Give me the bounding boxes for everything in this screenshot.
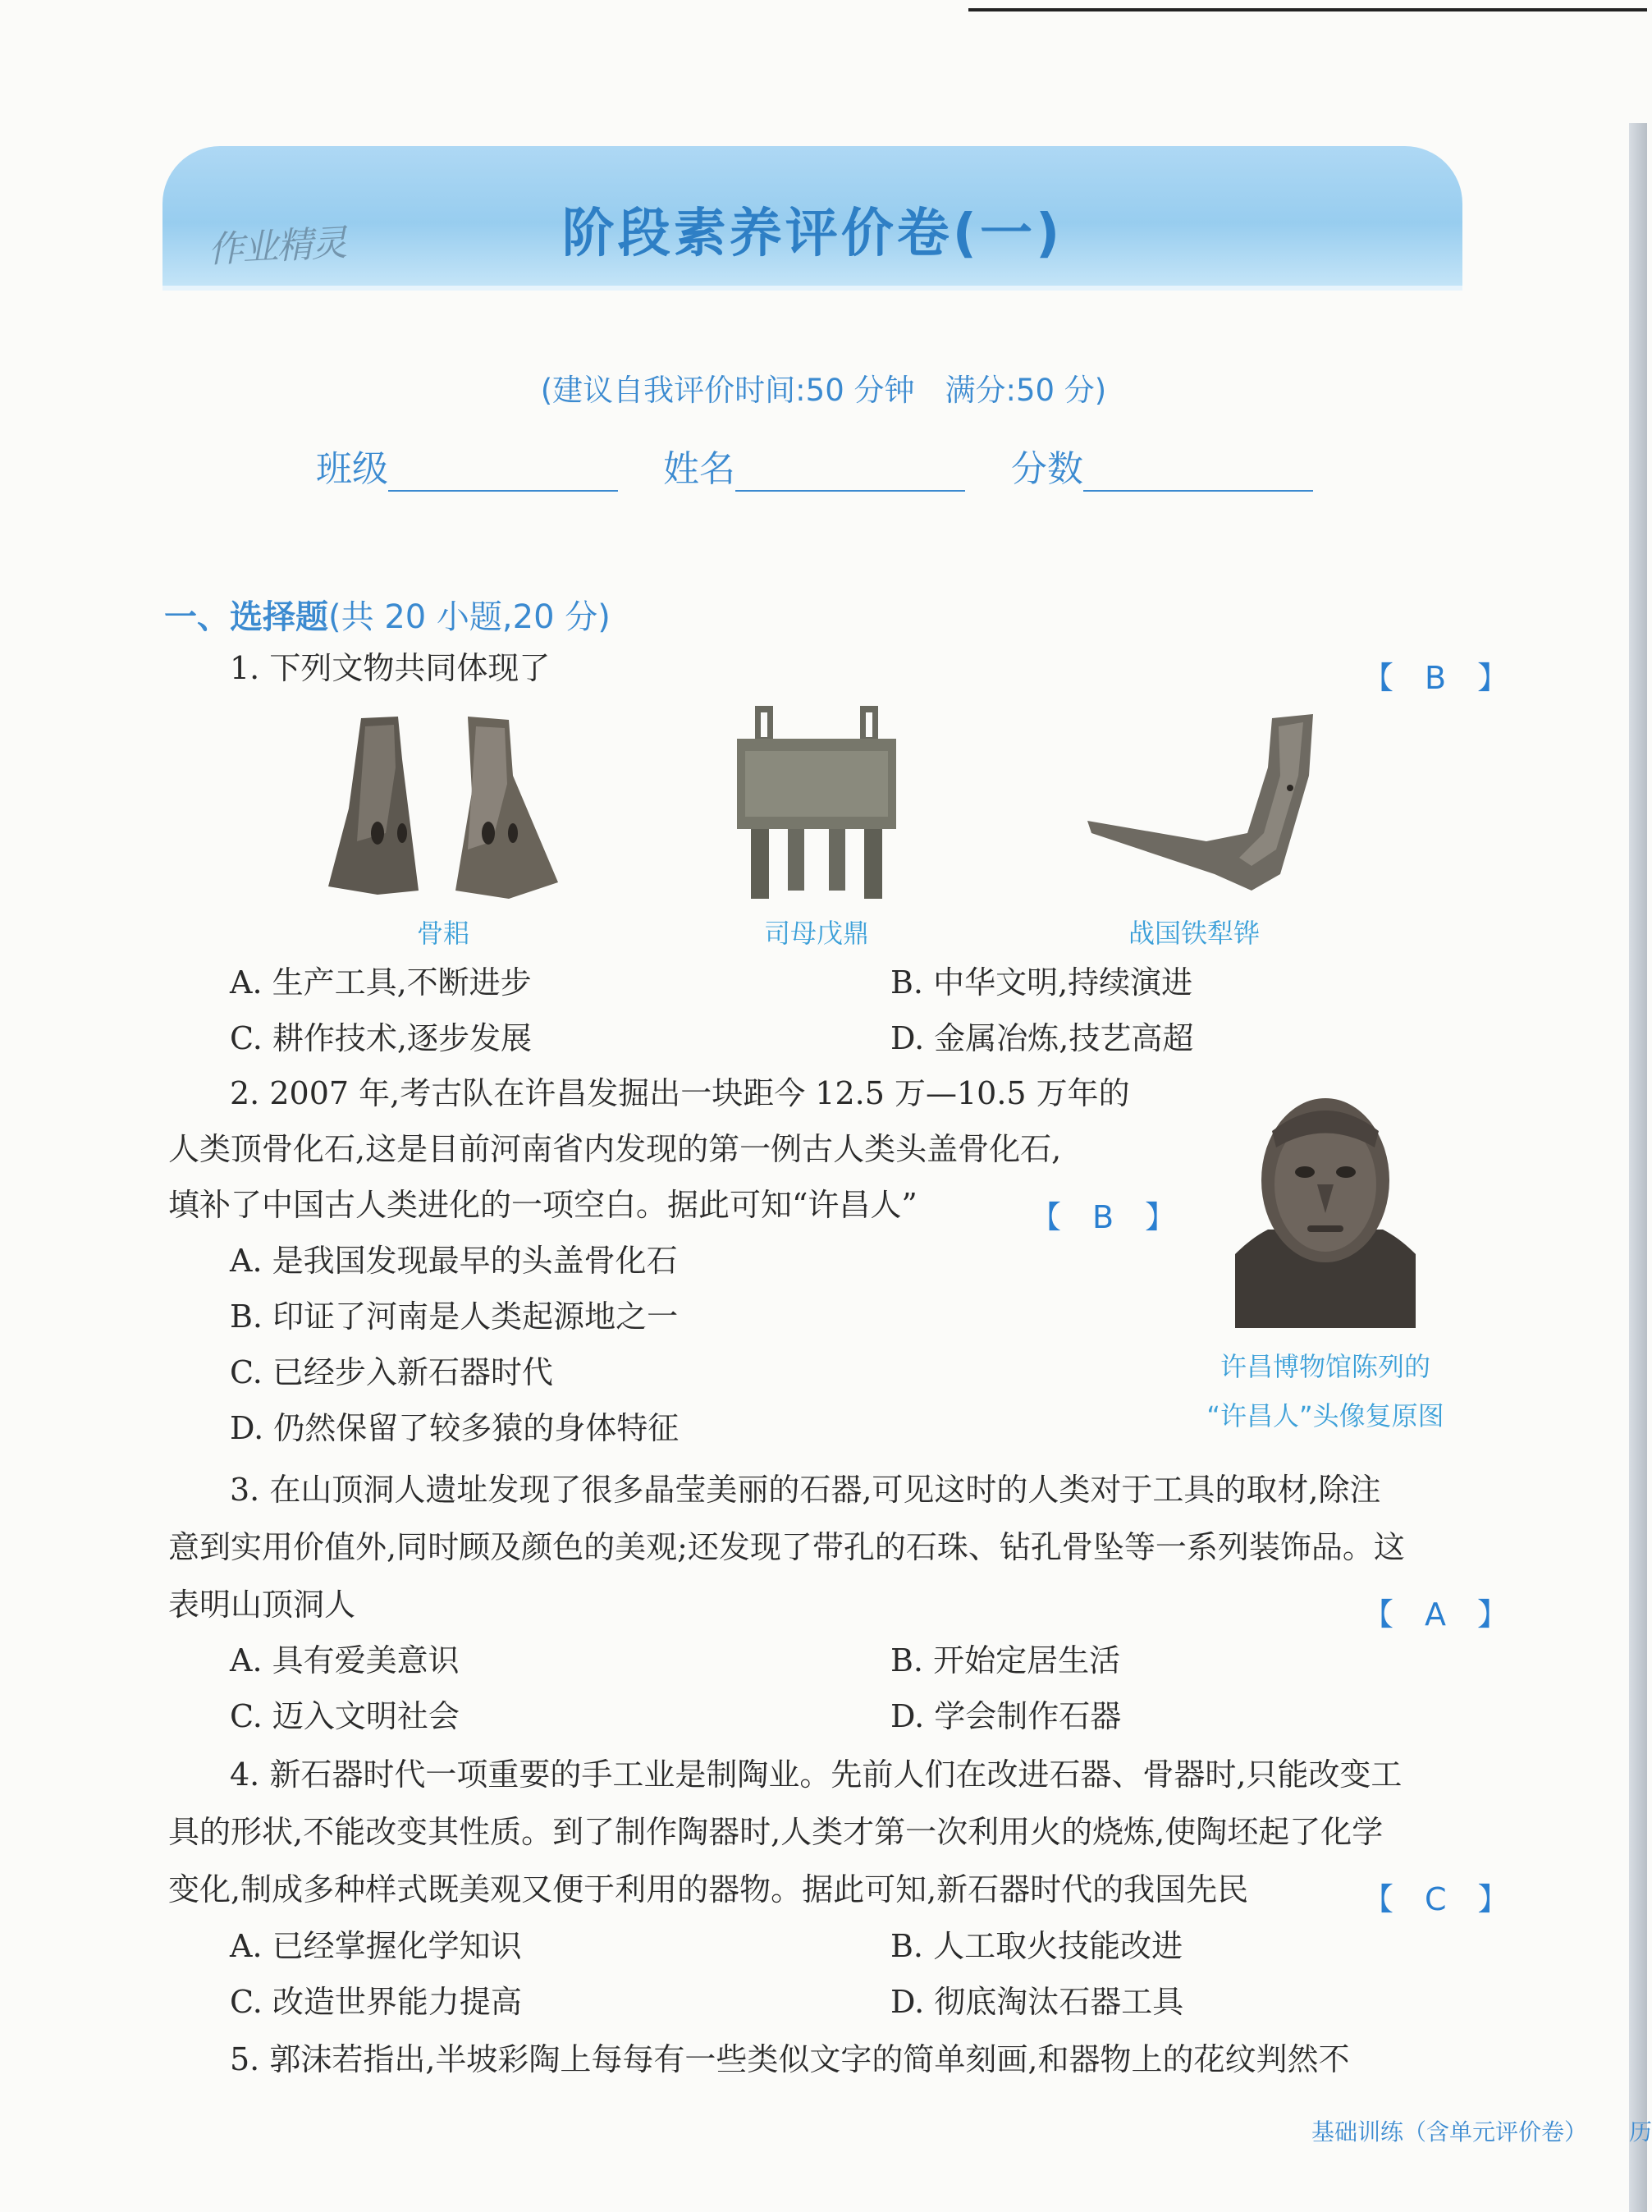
q3-option-d[interactable]: D. 学会制作石器 [890, 1698, 1122, 1734]
q1-stem: 1. 下列文物共同体现了 [230, 650, 551, 686]
q2-stem-line1: 2. 2007 年,考古队在许昌发掘出一块距今 12.5 万—10.5 万年的 [230, 1075, 1130, 1111]
q4-stem-line2: 具的形状,不能改变其性质。到了制作陶器时,人类才第一次利用火的烧炼,使陶坯起了化学 [168, 1814, 1384, 1850]
q4-option-a[interactable]: A. 已经掌握化学知识 [230, 1928, 522, 1964]
field-class-blank[interactable] [388, 454, 618, 492]
simuwu-ding-image [722, 706, 911, 903]
field-class-label: 班级 [316, 448, 388, 490]
field-name-blank[interactable] [735, 454, 965, 492]
q3-stem-line3: 表明山顶洞人 [168, 1587, 356, 1623]
q2-stem-line2: 人类顶骨化石,这是目前河南省内发现的第一例古人类头盖骨化石, [168, 1131, 1062, 1167]
q1-option-d[interactable]: D. 金属冶炼,技艺高超 [890, 1020, 1194, 1056]
q2-answer: 【 B 】 [1030, 1199, 1177, 1235]
field-score[interactable] [1011, 439, 1313, 492]
q4-option-d[interactable]: D. 彻底淘汰石器工具 [890, 1984, 1184, 2020]
q3-stem-line1: 3. 在山顶洞人遗址发现了很多晶莹美丽的石器,可见这时的人类对于工具的取材,除注 [230, 1472, 1381, 1508]
q4-stem-line1: 4. 新石器时代一项重要的手工业是制陶业。先前人们在改进石器、骨器时,只能改变工 [230, 1756, 1403, 1793]
time-suggestion: (建议自我评价时间:50 分钟 满分:50 分) [540, 373, 1107, 408]
bone-spade-image [320, 710, 566, 907]
xuchang-man-head-image [1235, 1090, 1416, 1328]
caption-iron-plow: 战国铁犁铧 [1128, 918, 1260, 949]
q2-caption-line2: “许昌人”头像复原图 [1206, 1400, 1444, 1431]
q3-option-b[interactable]: B. 开始定居生活 [890, 1642, 1121, 1678]
q2-option-c[interactable]: C. 已经步入新石器时代 [230, 1354, 553, 1390]
q1-option-a[interactable]: A. 生产工具,不断进步 [230, 964, 532, 1001]
q4-option-b[interactable]: B. 人工取火技能改进 [890, 1928, 1183, 1964]
section-meta: (共 20 小题,20 分) [328, 598, 611, 636]
q4-stem-line3: 变化,制成多种样式既美观又便于利用的器物。据此可知,新石器时代的我国先民 [168, 1871, 1249, 1907]
q2-option-b[interactable]: B. 印证了河南是人类起源地之一 [230, 1298, 679, 1335]
q3-stem-line2: 意到实用价值外,同时顾及颜色的美观;还发现了带孔的石珠、钻孔骨坠等一系列装饰品。这 [168, 1529, 1405, 1565]
q3-answer: 【 A 】 [1362, 1596, 1508, 1633]
q4-answer: 【 C 】 [1362, 1881, 1509, 1917]
footer-text: 基础训练（含单元评价卷） [1311, 2118, 1588, 2146]
footer-edge-text: 历 [1629, 2118, 1652, 2146]
q3-option-c[interactable]: C. 迈入文明社会 [230, 1698, 460, 1734]
field-name-label: 姓名 [663, 448, 735, 490]
q2-option-d[interactable]: D. 仍然保留了较多猿的身体特征 [230, 1410, 680, 1446]
caption-ding: 司母戊鼎 [763, 918, 869, 949]
field-score-blank[interactable] [1083, 454, 1313, 492]
page-edge [1629, 123, 1647, 2212]
field-score-label: 分数 [1011, 448, 1083, 490]
q1-option-c[interactable]: C. 耕作技术,逐步发展 [230, 1020, 532, 1056]
section-heading [164, 591, 611, 638]
q3-option-a[interactable]: A. 具有爱美意识 [230, 1642, 460, 1678]
q2-caption-line1: 许昌博物馆陈列的 [1220, 1351, 1430, 1382]
iron-plow-image [1075, 710, 1321, 899]
q1-answer: 【 B 】 [1362, 660, 1509, 696]
q5-stem-line1: 5. 郭沫若指出,半坡彩陶上每每有一些类似文字的简单刻画,和器物上的花纹判然不 [230, 2041, 1350, 2077]
field-class[interactable] [316, 439, 618, 492]
section-title: 一、选择题 [164, 598, 328, 636]
q2-option-a[interactable]: A. 是我国发现最早的头盖骨化石 [230, 1243, 678, 1279]
q1-option-b[interactable]: B. 中华文明,持续演进 [890, 964, 1193, 1001]
q4-option-c[interactable]: C. 改造世界能力提高 [230, 1984, 522, 2020]
field-name[interactable] [663, 439, 965, 492]
top-rule [968, 8, 1647, 11]
title-banner [162, 146, 1462, 286]
page-title: 阶段素养评价卷(一) [561, 204, 1064, 264]
caption-bone-spade: 骨耜 [416, 918, 469, 949]
q2-stem-line3: 填补了中国古人类进化的一项空白。据此可知“许昌人” [168, 1187, 918, 1223]
brand-logo: 作业精灵 [207, 222, 347, 272]
